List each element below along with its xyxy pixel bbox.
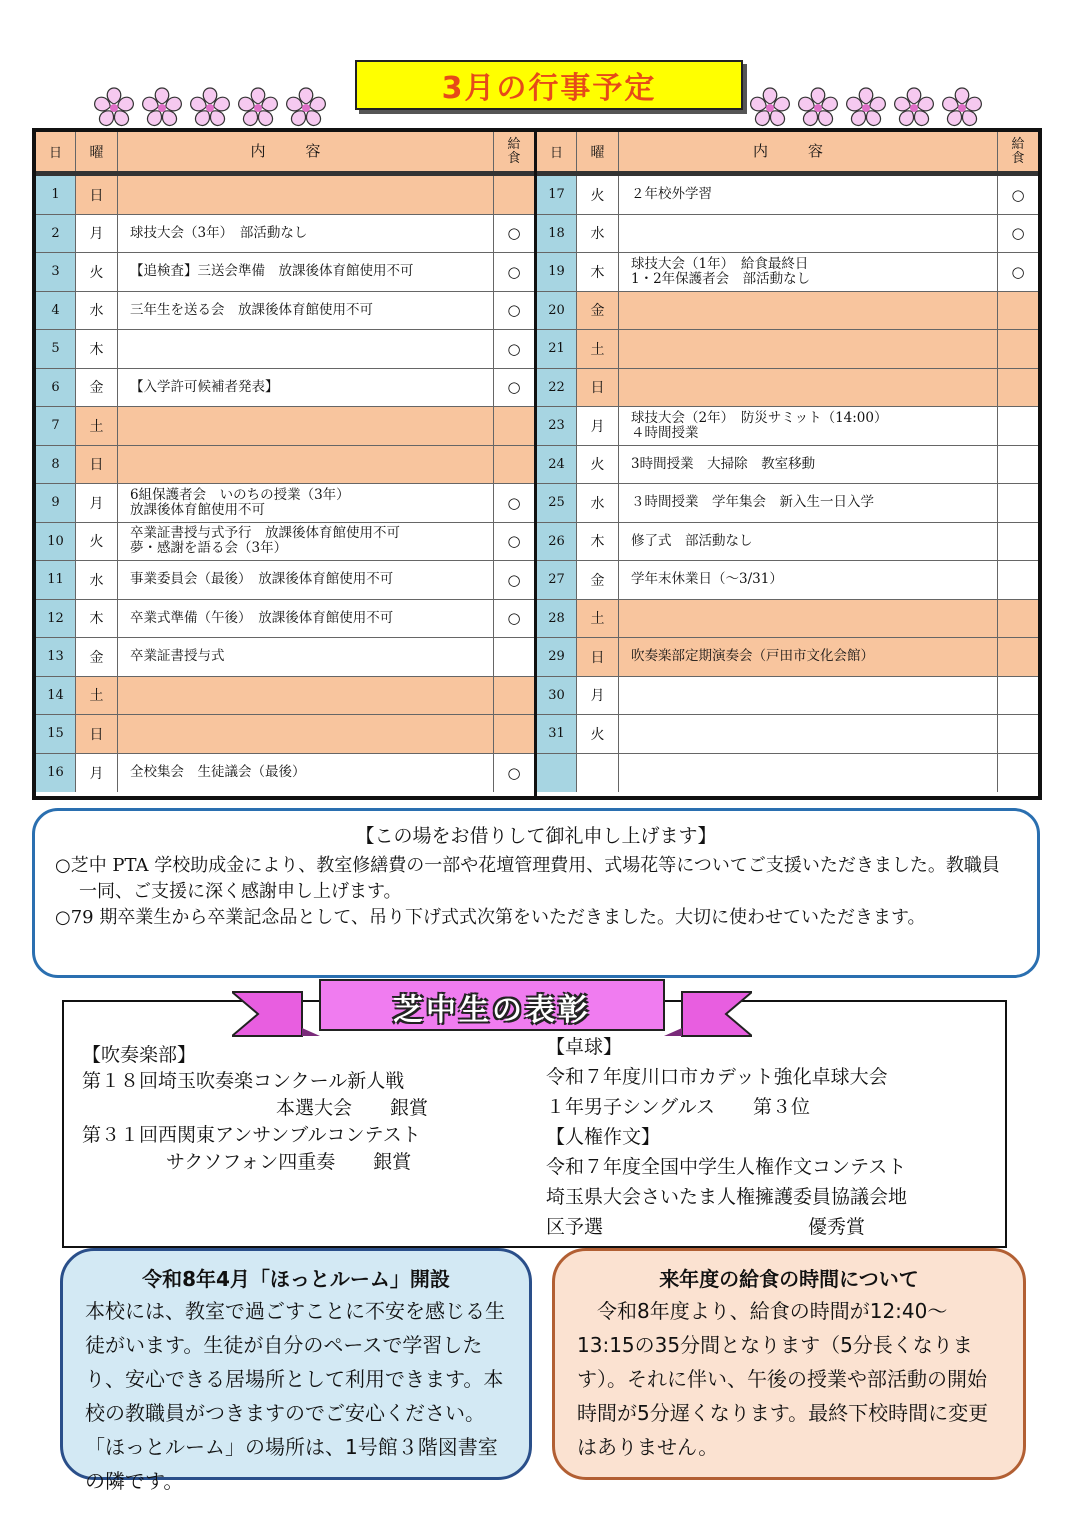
- lunch-cell: [494, 407, 534, 445]
- lunch-cell: ○: [507, 493, 521, 512]
- lunch-cell: [998, 292, 1038, 330]
- day-cell: 18: [537, 215, 577, 253]
- event-cell: [118, 330, 494, 368]
- lunch-cell: [494, 176, 534, 214]
- day-cell: 6: [36, 369, 76, 407]
- lunch-time-title: 来年度の給食の時間について: [659, 1267, 919, 1291]
- weekday-cell: 日: [76, 446, 118, 484]
- day-cell: 5: [36, 330, 76, 368]
- calendar-row: [36, 446, 534, 485]
- award-line: 埼玉県大会さいたま人権擁護委員協議会地: [546, 1186, 908, 1208]
- day-cell: 3: [36, 253, 76, 291]
- calendar-row: [537, 600, 1038, 639]
- day-cell: 13: [36, 638, 76, 676]
- calendar-row: [537, 407, 1038, 446]
- award-line: サクソフォン四重奏 銀賞: [166, 1151, 412, 1173]
- event-cell: [619, 369, 998, 407]
- award-line: 令和７年度川口市カデット強化卓球大会: [546, 1066, 888, 1088]
- day-cell: 20: [537, 292, 577, 330]
- event-cell: 【追検査】三送会準備 放課後体育館使用不可: [118, 253, 494, 291]
- day-cell: 8: [36, 446, 76, 484]
- event-cell: 球技大会（2年） 防災サミット（14:00） ４時間授業: [619, 407, 998, 445]
- calendar-header: [36, 132, 534, 176]
- award-line: １年男子シングルス 第３位: [546, 1096, 811, 1118]
- event-calendar: [32, 128, 1042, 800]
- award-line: 令和７年度全国中学生人権作文コンテスト: [546, 1156, 907, 1178]
- calendar-row: [537, 561, 1038, 600]
- day-cell: 15: [36, 715, 76, 753]
- page-title: 3月の行事予定: [355, 60, 743, 110]
- award-essay-heading: 【人権作文】: [546, 1126, 661, 1148]
- event-cell: [619, 715, 998, 753]
- day-cell: 28: [537, 600, 577, 638]
- lunch-cell: [998, 638, 1038, 676]
- header-day: 日: [537, 132, 577, 171]
- event-cell: 吹奏楽部定期演奏会（戸田市文化会館）: [619, 638, 998, 676]
- calendar-row: [537, 715, 1038, 754]
- weekday-cell: 月: [76, 215, 118, 253]
- lunch-cell: [494, 638, 534, 676]
- event-cell: [118, 407, 494, 445]
- calendar-row: [537, 677, 1038, 716]
- hot-room-title: 令和8年4月「ほっとルーム」開設: [142, 1267, 450, 1291]
- event-cell: 【入学許可候補者発表】: [118, 369, 494, 407]
- weekday-cell: 火: [577, 176, 619, 214]
- calendar-row: [36, 253, 534, 292]
- day-cell: 27: [537, 561, 577, 599]
- event-cell: 球技大会（3年） 部活動なし: [118, 215, 494, 253]
- thanks-paragraph-pta: ○芝中 PTA 学校助成金により、教室修繕費の一部や花壇管理費用、式場花等についてご支援いただきました。教職員一同、ご支援に深く感謝申し上げます。: [55, 855, 1000, 902]
- sakura-flower-icon: [140, 86, 184, 130]
- calendar-row: [36, 292, 534, 331]
- lunch-cell: ○: [507, 378, 521, 397]
- header-day: 日: [36, 132, 76, 171]
- weekday-cell: 木: [76, 600, 118, 638]
- lunch-cell: [998, 754, 1038, 793]
- event-cell: 卒業式準備（午後） 放課後体育館使用不可: [118, 600, 494, 638]
- day-cell: 23: [537, 407, 577, 445]
- event-cell: ３時間授業 学年集会 新入生一日入学: [619, 484, 998, 522]
- hot-room-notice: [60, 1248, 532, 1493]
- lunch-cell: ○: [1011, 262, 1025, 281]
- event-cell: 事業委員会（最後） 放課後体育館使用不可: [118, 561, 494, 599]
- calendar-row: [36, 484, 534, 523]
- day-cell: [537, 754, 577, 793]
- calendar-row: [36, 600, 534, 639]
- weekday-cell: 月: [577, 407, 619, 445]
- lunch-cell: [494, 715, 534, 753]
- day-cell: 2: [36, 215, 76, 253]
- calendar-row: [537, 484, 1038, 523]
- weekday-cell: 水: [577, 215, 619, 253]
- day-cell: 26: [537, 523, 577, 561]
- lunch-cell: ○: [507, 763, 521, 782]
- calendar-row: [36, 638, 534, 677]
- lunch-cell: ○: [507, 609, 521, 628]
- calendar-row: [537, 523, 1038, 562]
- calendar-row: [537, 638, 1038, 677]
- calendar-row: [537, 369, 1038, 408]
- day-cell: 10: [36, 523, 76, 561]
- day-cell: 11: [36, 561, 76, 599]
- lunch-cell: [998, 523, 1038, 561]
- weekday-cell: 日: [577, 369, 619, 407]
- lunch-cell: [998, 715, 1038, 753]
- header-lunch: [494, 132, 534, 171]
- calendar-row: [537, 215, 1038, 254]
- day-cell: 9: [36, 484, 76, 522]
- day-cell: 30: [537, 677, 577, 715]
- weekday-cell: 火: [577, 446, 619, 484]
- event-cell: [619, 754, 998, 793]
- weekday-cell: 金: [577, 561, 619, 599]
- day-cell: 31: [537, 715, 577, 753]
- calendar-row: [36, 176, 534, 215]
- lunch-cell: ○: [507, 532, 521, 551]
- sakura-flower-icon: [92, 86, 136, 130]
- award-line: 区予選: [546, 1216, 604, 1238]
- hot-room-body: 本校には、教室で過ごすことに不安を感じる生徒がいます。生徒が自分のペースで学習したり、安心できる居場所として利用できます。本校の教職員がつきますのでご安心ください。「ほっとルーム」の場所は、1号館３階図書室の隣です。: [85, 1299, 505, 1493]
- calendar-row: [36, 215, 534, 254]
- calendar-row: [36, 523, 534, 562]
- calendar-row: [537, 292, 1038, 331]
- lunch-cell: [998, 330, 1038, 368]
- award-line: 第１８回埼玉吹奏楽コンクール新人戦: [82, 1070, 405, 1092]
- awards-title: 芝中生の表彰: [393, 993, 591, 1028]
- day-cell: 25: [537, 484, 577, 522]
- day-cell: 24: [537, 446, 577, 484]
- weekday-cell: 月: [577, 677, 619, 715]
- event-cell: [619, 330, 998, 368]
- award-club-table-tennis: 【卓球】: [546, 1036, 623, 1058]
- event-cell: 修了式 部活動なし: [619, 523, 998, 561]
- calendar-row: [537, 330, 1038, 369]
- calendar-row: [537, 446, 1038, 485]
- calendar-left-rows: [36, 176, 534, 796]
- lunch-cell: [998, 407, 1038, 445]
- weekday-cell: 月: [76, 484, 118, 522]
- weekday-cell: 火: [76, 253, 118, 291]
- day-cell: 21: [537, 330, 577, 368]
- header-weekday: 曜: [577, 132, 619, 171]
- lunch-cell: [998, 369, 1038, 407]
- calendar-row: [36, 407, 534, 446]
- event-cell: 卒業証書授与式予行 放課後体育館使用不可 夢・感謝を語る会（3年）: [118, 523, 494, 561]
- header-lunch-label: 給 食: [507, 136, 521, 166]
- event-cell: 卒業証書授与式: [118, 638, 494, 676]
- weekday-cell: 火: [577, 715, 619, 753]
- lunch-cell: ○: [507, 262, 521, 281]
- event-cell: 全校集会 生徒議会（最後）: [118, 754, 494, 793]
- event-cell: ２年校外学習: [619, 176, 998, 214]
- weekday-cell: 水: [76, 292, 118, 330]
- event-cell: [619, 600, 998, 638]
- event-cell: [619, 215, 998, 253]
- event-cell: 球技大会（1年） 給食最終日 1・2年保護者会 部活動なし: [619, 253, 998, 291]
- weekday-cell: 金: [577, 292, 619, 330]
- day-cell: 22: [537, 369, 577, 407]
- calendar-row: [537, 253, 1038, 292]
- sakura-flower-icon: [796, 86, 840, 130]
- day-cell: 19: [537, 253, 577, 291]
- lunch-cell: [494, 677, 534, 715]
- award-line: 優秀賞: [808, 1216, 866, 1238]
- sakura-flower-icon: [748, 86, 792, 130]
- sakura-flower-icon: [188, 86, 232, 130]
- day-cell: 17: [537, 176, 577, 214]
- lunch-cell: ○: [507, 339, 521, 358]
- calendar-row: [36, 677, 534, 716]
- sakura-flower-icon: [940, 86, 984, 130]
- calendar-right-half: [537, 132, 1038, 796]
- day-cell: 1: [36, 176, 76, 214]
- lunch-cell: [494, 446, 534, 484]
- weekday-cell: 日: [76, 715, 118, 753]
- header-content: 内容: [118, 132, 494, 171]
- calendar-row: [36, 561, 534, 600]
- calendar-left-half: [36, 132, 537, 796]
- weekday-cell: 水: [76, 561, 118, 599]
- thanks-title: 【この場をお借りして御礼申し上げます】: [355, 825, 717, 847]
- event-cell: 3時間授業 大掃除 教室移動: [619, 446, 998, 484]
- weekday-cell: 木: [577, 253, 619, 291]
- event-cell: [118, 446, 494, 484]
- lunch-cell: ○: [507, 301, 521, 320]
- award-line: 第３１回西関東アンサンブルコンテスト: [82, 1124, 421, 1146]
- calendar-row: [537, 754, 1038, 793]
- weekday-cell: 金: [76, 369, 118, 407]
- calendar-row: [36, 715, 534, 754]
- weekday-cell: 土: [76, 407, 118, 445]
- day-cell: 14: [36, 677, 76, 715]
- lunch-cell: ○: [507, 570, 521, 589]
- weekday-cell: 月: [76, 754, 118, 793]
- sakura-flower-icon: [892, 86, 936, 130]
- lunch-cell: ○: [507, 224, 521, 243]
- sakura-flower-icon: [284, 86, 328, 130]
- calendar-row: [537, 176, 1038, 215]
- lunch-cell: ○: [1011, 185, 1025, 204]
- event-cell: 学年末休業日（～3/31）: [619, 561, 998, 599]
- event-cell: [619, 292, 998, 330]
- calendar-row: [36, 330, 534, 369]
- header-lunch-label: 給 食: [1011, 136, 1025, 166]
- weekday-cell: [577, 754, 619, 793]
- weekday-cell: 木: [76, 330, 118, 368]
- header-lunch: [998, 132, 1038, 171]
- event-cell: [619, 677, 998, 715]
- event-cell: 6組保護者会 いのちの授業（3年） 放課後体育館使用不可: [118, 484, 494, 522]
- weekday-cell: 土: [577, 330, 619, 368]
- calendar-row: [36, 369, 534, 408]
- calendar-row: [36, 754, 534, 793]
- thanks-notice: [32, 808, 1040, 978]
- header-content: 内容: [619, 132, 998, 171]
- calendar-header: [537, 132, 1038, 176]
- lunch-cell: [998, 561, 1038, 599]
- lunch-time-notice: [552, 1248, 1026, 1480]
- lunch-cell: ○: [1011, 224, 1025, 243]
- weekday-cell: 日: [76, 176, 118, 214]
- event-cell: [118, 715, 494, 753]
- day-cell: 12: [36, 600, 76, 638]
- calendar-right-rows: [537, 176, 1038, 796]
- thanks-paragraph-graduates: ○79 期卒業生から卒業記念品として、吊り下げ式式次第をいただきました。大切に使わせていただきます。: [55, 907, 926, 928]
- weekday-cell: 土: [577, 600, 619, 638]
- day-cell: 7: [36, 407, 76, 445]
- award-club-music: 【吹奏楽部】: [82, 1044, 197, 1066]
- weekday-cell: 水: [577, 484, 619, 522]
- lunch-cell: [998, 446, 1038, 484]
- sakura-flower-icon: [844, 86, 888, 130]
- award-line: 本選大会 銀賞: [276, 1097, 429, 1119]
- header-weekday: 曜: [76, 132, 118, 171]
- weekday-cell: 木: [577, 523, 619, 561]
- day-cell: 29: [537, 638, 577, 676]
- lunch-cell: [998, 677, 1038, 715]
- weekday-cell: 土: [76, 677, 118, 715]
- lunch-time-body: 令和8年度より、給食の時間が12:40～13:15の35分間となります（5分長くなります）。それに伴い、午後の授業や部活動の開始時間が5分遅くなります。最終下校時間に変更はありません。: [577, 1299, 989, 1459]
- day-cell: 16: [36, 754, 76, 793]
- weekday-cell: 火: [76, 523, 118, 561]
- sakura-flower-icon: [236, 86, 280, 130]
- lunch-cell: [998, 484, 1038, 522]
- lunch-cell: [998, 600, 1038, 638]
- event-cell: [118, 176, 494, 214]
- day-cell: 4: [36, 292, 76, 330]
- event-cell: [118, 677, 494, 715]
- weekday-cell: 日: [577, 638, 619, 676]
- weekday-cell: 金: [76, 638, 118, 676]
- event-cell: 三年生を送る会 放課後体育館使用不可: [118, 292, 494, 330]
